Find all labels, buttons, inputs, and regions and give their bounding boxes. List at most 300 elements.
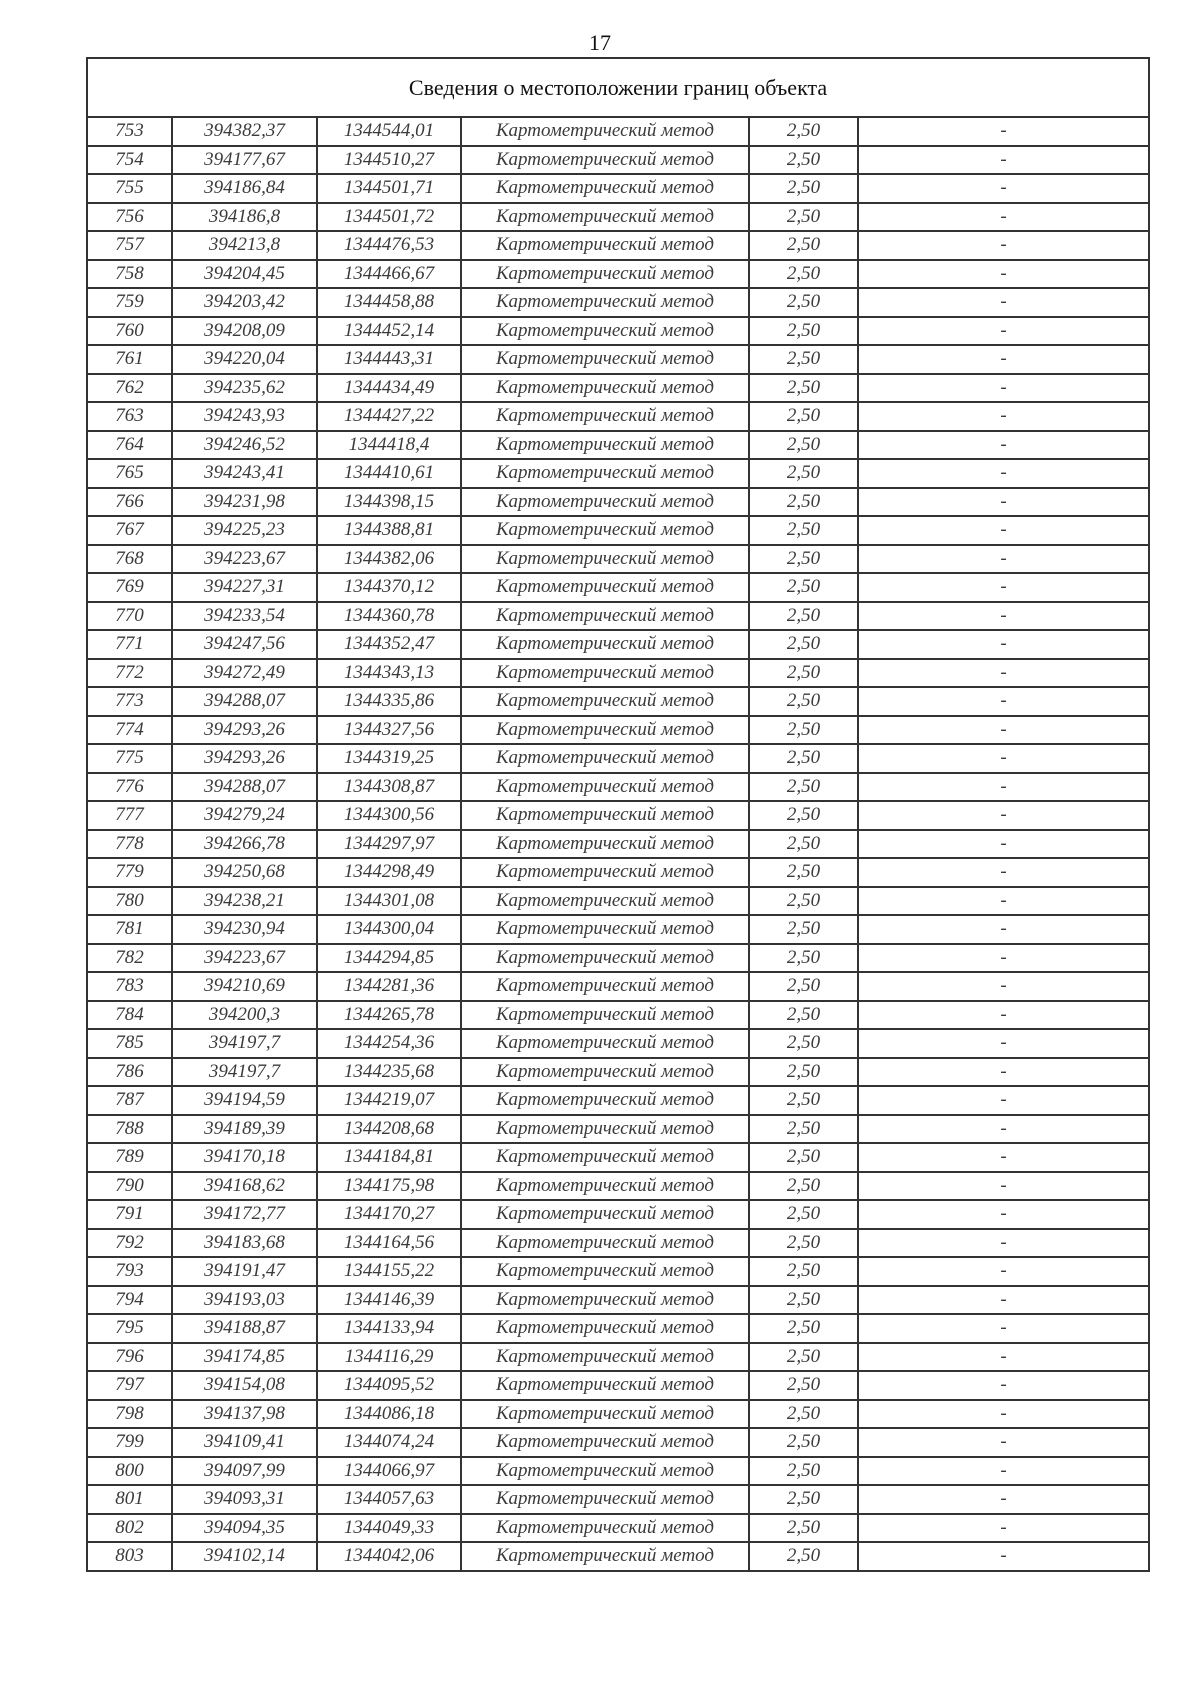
method-cell: Картометрический метод (461, 1457, 749, 1486)
description-cell: - (858, 117, 1149, 146)
x-coordinate-cell: 394223,67 (172, 944, 317, 973)
point-number-cell: 770 (87, 602, 172, 631)
accuracy-cell: 2,50 (749, 1343, 858, 1372)
x-coordinate-cell: 394168,62 (172, 1172, 317, 1201)
table-row (87, 1314, 1149, 1343)
method-cell: Картометрический метод (461, 288, 749, 317)
point-number-cell: 787 (87, 1086, 172, 1115)
y-coordinate-cell: 1344443,31 (317, 345, 461, 374)
method-cell: Картометрический метод (461, 260, 749, 289)
y-coordinate-cell: 1344319,25 (317, 744, 461, 773)
description-cell: - (858, 1286, 1149, 1315)
y-coordinate-cell: 1344327,56 (317, 716, 461, 745)
table-row (87, 972, 1149, 1001)
description-cell: - (858, 773, 1149, 802)
x-coordinate-cell: 394288,07 (172, 773, 317, 802)
point-number-cell: 774 (87, 716, 172, 745)
x-coordinate-cell: 394293,26 (172, 744, 317, 773)
y-coordinate-cell: 1344164,56 (317, 1229, 461, 1258)
accuracy-cell: 2,50 (749, 1029, 858, 1058)
method-cell: Картометрический метод (461, 1314, 749, 1343)
table-row (87, 716, 1149, 745)
method-cell: Картометрический метод (461, 203, 749, 232)
accuracy-cell: 2,50 (749, 1485, 858, 1514)
description-cell: - (858, 1229, 1149, 1258)
method-cell: Картометрический метод (461, 431, 749, 460)
method-cell: Картометрический метод (461, 687, 749, 716)
method-cell: Картометрический метод (461, 317, 749, 346)
point-number-cell: 778 (87, 830, 172, 859)
table-row (87, 317, 1149, 346)
table-title: Сведения о местоположении границ объекта (87, 58, 1149, 117)
description-cell: - (858, 545, 1149, 574)
y-coordinate-cell: 1344458,88 (317, 288, 461, 317)
y-coordinate-cell: 1344074,24 (317, 1428, 461, 1457)
point-number-cell: 800 (87, 1457, 172, 1486)
x-coordinate-cell: 394227,31 (172, 573, 317, 602)
method-cell: Картометрический метод (461, 231, 749, 260)
accuracy-cell: 2,50 (749, 801, 858, 830)
y-coordinate-cell: 1344184,81 (317, 1143, 461, 1172)
description-cell: - (858, 374, 1149, 403)
table-row (87, 1257, 1149, 1286)
description-cell: - (858, 260, 1149, 289)
y-coordinate-cell: 1344057,63 (317, 1485, 461, 1514)
y-coordinate-cell: 1344170,27 (317, 1200, 461, 1229)
x-coordinate-cell: 394238,21 (172, 887, 317, 916)
point-number-cell: 753 (87, 117, 172, 146)
x-coordinate-cell: 394197,7 (172, 1058, 317, 1087)
table-row (87, 174, 1149, 203)
table-row (87, 117, 1149, 146)
accuracy-cell: 2,50 (749, 1314, 858, 1343)
table-row (87, 1058, 1149, 1087)
accuracy-cell: 2,50 (749, 1172, 858, 1201)
x-coordinate-cell: 394230,94 (172, 915, 317, 944)
description-cell: - (858, 1485, 1149, 1514)
description-cell: - (858, 231, 1149, 260)
y-coordinate-cell: 1344343,13 (317, 659, 461, 688)
point-number-cell: 781 (87, 915, 172, 944)
table-row (87, 288, 1149, 317)
point-number-cell: 798 (87, 1400, 172, 1429)
description-cell: - (858, 915, 1149, 944)
point-number-cell: 783 (87, 972, 172, 1001)
description-cell: - (858, 1001, 1149, 1030)
description-cell: - (858, 1428, 1149, 1457)
point-number-cell: 780 (87, 887, 172, 916)
table-row (87, 1115, 1149, 1144)
x-coordinate-cell: 394194,59 (172, 1086, 317, 1115)
point-number-cell: 756 (87, 203, 172, 232)
x-coordinate-cell: 394288,07 (172, 687, 317, 716)
accuracy-cell: 2,50 (749, 231, 858, 260)
x-coordinate-cell: 394191,47 (172, 1257, 317, 1286)
accuracy-cell: 2,50 (749, 830, 858, 859)
x-coordinate-cell: 394186,84 (172, 174, 317, 203)
y-coordinate-cell: 1344510,27 (317, 146, 461, 175)
method-cell: Картометрический метод (461, 545, 749, 574)
method-cell: Картометрический метод (461, 830, 749, 859)
accuracy-cell: 2,50 (749, 1457, 858, 1486)
point-number-cell: 755 (87, 174, 172, 203)
description-cell: - (858, 174, 1149, 203)
description-cell: - (858, 402, 1149, 431)
x-coordinate-cell: 394137,98 (172, 1400, 317, 1429)
table-row (87, 545, 1149, 574)
x-coordinate-cell: 394243,93 (172, 402, 317, 431)
y-coordinate-cell: 1344360,78 (317, 602, 461, 631)
point-number-cell: 797 (87, 1371, 172, 1400)
page-number: 17 (589, 30, 611, 55)
method-cell: Картометрический метод (461, 146, 749, 175)
y-coordinate-cell: 1344086,18 (317, 1400, 461, 1429)
x-coordinate-cell: 394231,98 (172, 488, 317, 517)
accuracy-cell: 2,50 (749, 317, 858, 346)
y-coordinate-cell: 1344308,87 (317, 773, 461, 802)
accuracy-cell: 2,50 (749, 345, 858, 374)
method-cell: Картометрический метод (461, 174, 749, 203)
y-coordinate-cell: 1344066,97 (317, 1457, 461, 1486)
method-cell: Картометрический метод (461, 1143, 749, 1172)
method-cell: Картометрический метод (461, 1428, 749, 1457)
table-row (87, 915, 1149, 944)
x-coordinate-cell: 394382,37 (172, 117, 317, 146)
point-number-cell: 799 (87, 1428, 172, 1457)
accuracy-cell: 2,50 (749, 288, 858, 317)
y-coordinate-cell: 1344370,12 (317, 573, 461, 602)
method-cell: Картометрический метод (461, 459, 749, 488)
method-cell: Картометрический метод (461, 117, 749, 146)
point-number-cell: 790 (87, 1172, 172, 1201)
description-cell: - (858, 1200, 1149, 1229)
point-number-cell: 788 (87, 1115, 172, 1144)
method-cell: Картометрический метод (461, 1229, 749, 1258)
method-cell: Картометрический метод (461, 1200, 749, 1229)
point-number-cell: 758 (87, 260, 172, 289)
table-row (87, 431, 1149, 460)
point-number-cell: 785 (87, 1029, 172, 1058)
accuracy-cell: 2,50 (749, 1400, 858, 1429)
table-row (87, 260, 1149, 289)
accuracy-cell: 2,50 (749, 1229, 858, 1258)
point-number-cell: 792 (87, 1229, 172, 1258)
description-cell: - (858, 744, 1149, 773)
table-row (87, 1229, 1149, 1258)
point-number-cell: 793 (87, 1257, 172, 1286)
method-cell: Картометрический метод (461, 716, 749, 745)
method-cell: Картометрический метод (461, 1343, 749, 1372)
description-cell: - (858, 972, 1149, 1001)
x-coordinate-cell: 394174,85 (172, 1343, 317, 1372)
point-number-cell: 777 (87, 801, 172, 830)
accuracy-cell: 2,50 (749, 545, 858, 574)
accuracy-cell: 2,50 (749, 431, 858, 460)
method-cell: Картометрический метод (461, 402, 749, 431)
accuracy-cell: 2,50 (749, 1542, 858, 1571)
method-cell: Картометрический метод (461, 858, 749, 887)
description-cell: - (858, 830, 1149, 859)
x-coordinate-cell: 394233,54 (172, 602, 317, 631)
accuracy-cell: 2,50 (749, 1001, 858, 1030)
accuracy-cell: 2,50 (749, 659, 858, 688)
point-number-cell: 764 (87, 431, 172, 460)
x-coordinate-cell: 394246,52 (172, 431, 317, 460)
table-row (87, 1001, 1149, 1030)
description-cell: - (858, 801, 1149, 830)
method-cell: Картометрический метод (461, 1115, 749, 1144)
y-coordinate-cell: 1344095,52 (317, 1371, 461, 1400)
table-row (87, 1200, 1149, 1229)
table-row (87, 1143, 1149, 1172)
x-coordinate-cell: 394093,31 (172, 1485, 317, 1514)
table-row (87, 687, 1149, 716)
point-number-cell: 772 (87, 659, 172, 688)
method-cell: Картометрический метод (461, 1514, 749, 1543)
y-coordinate-cell: 1344410,61 (317, 459, 461, 488)
x-coordinate-cell: 394094,35 (172, 1514, 317, 1543)
method-cell: Картометрический метод (461, 1400, 749, 1429)
method-cell: Картометрический метод (461, 630, 749, 659)
description-cell: - (858, 716, 1149, 745)
description-cell: - (858, 573, 1149, 602)
description-cell: - (858, 1029, 1149, 1058)
y-coordinate-cell: 1344042,06 (317, 1542, 461, 1571)
y-coordinate-cell: 1344434,49 (317, 374, 461, 403)
table-row (87, 1086, 1149, 1115)
point-number-cell: 782 (87, 944, 172, 973)
table-row (87, 801, 1149, 830)
accuracy-cell: 2,50 (749, 174, 858, 203)
description-cell: - (858, 345, 1149, 374)
point-number-cell: 786 (87, 1058, 172, 1087)
table-row (87, 602, 1149, 631)
x-coordinate-cell: 394225,23 (172, 516, 317, 545)
y-coordinate-cell: 1344175,98 (317, 1172, 461, 1201)
table-row (87, 1172, 1149, 1201)
point-number-cell: 796 (87, 1343, 172, 1372)
point-number-cell: 754 (87, 146, 172, 175)
table-title-row (87, 58, 1149, 117)
y-coordinate-cell: 1344254,36 (317, 1029, 461, 1058)
table-row (87, 516, 1149, 545)
accuracy-cell: 2,50 (749, 203, 858, 232)
x-coordinate-cell: 394154,08 (172, 1371, 317, 1400)
method-cell: Картометрический метод (461, 573, 749, 602)
table-row (87, 374, 1149, 403)
description-cell: - (858, 602, 1149, 631)
accuracy-cell: 2,50 (749, 459, 858, 488)
table-row (87, 1457, 1149, 1486)
description-cell: - (858, 1143, 1149, 1172)
description-cell: - (858, 1400, 1149, 1429)
description-cell: - (858, 659, 1149, 688)
point-number-cell: 757 (87, 231, 172, 260)
x-coordinate-cell: 394172,77 (172, 1200, 317, 1229)
accuracy-cell: 2,50 (749, 1143, 858, 1172)
table-row (87, 773, 1149, 802)
accuracy-cell: 2,50 (749, 573, 858, 602)
table-row (87, 1343, 1149, 1372)
y-coordinate-cell: 1344501,72 (317, 203, 461, 232)
accuracy-cell: 2,50 (749, 1115, 858, 1144)
table-row (87, 402, 1149, 431)
description-cell: - (858, 488, 1149, 517)
y-coordinate-cell: 1344452,14 (317, 317, 461, 346)
x-coordinate-cell: 394189,39 (172, 1115, 317, 1144)
accuracy-cell: 2,50 (749, 374, 858, 403)
table-row (87, 573, 1149, 602)
x-coordinate-cell: 394208,09 (172, 317, 317, 346)
x-coordinate-cell: 394235,62 (172, 374, 317, 403)
point-number-cell: 802 (87, 1514, 172, 1543)
table-row (87, 231, 1149, 260)
description-cell: - (858, 146, 1149, 175)
description-cell: - (858, 687, 1149, 716)
point-number-cell: 776 (87, 773, 172, 802)
y-coordinate-cell: 1344294,85 (317, 944, 461, 973)
x-coordinate-cell: 394186,8 (172, 203, 317, 232)
accuracy-cell: 2,50 (749, 1514, 858, 1543)
point-number-cell: 775 (87, 744, 172, 773)
y-coordinate-cell: 1344476,53 (317, 231, 461, 260)
method-cell: Картометрический метод (461, 1371, 749, 1400)
accuracy-cell: 2,50 (749, 1200, 858, 1229)
table-body (87, 117, 1149, 1571)
y-coordinate-cell: 1344298,49 (317, 858, 461, 887)
point-number-cell: 794 (87, 1286, 172, 1315)
description-cell: - (858, 1371, 1149, 1400)
x-coordinate-cell: 394097,99 (172, 1457, 317, 1486)
point-number-cell: 801 (87, 1485, 172, 1514)
x-coordinate-cell: 394200,3 (172, 1001, 317, 1030)
y-coordinate-cell: 1344235,68 (317, 1058, 461, 1087)
method-cell: Картометрический метод (461, 1542, 749, 1571)
table-row (87, 1286, 1149, 1315)
boundary-coordinates-table (86, 57, 1150, 1572)
y-coordinate-cell: 1344208,68 (317, 1115, 461, 1144)
point-number-cell: 760 (87, 317, 172, 346)
table-row (87, 1428, 1149, 1457)
description-cell: - (858, 887, 1149, 916)
x-coordinate-cell: 394203,42 (172, 288, 317, 317)
y-coordinate-cell: 1344301,08 (317, 887, 461, 916)
x-coordinate-cell: 394272,49 (172, 659, 317, 688)
method-cell: Картометрический метод (461, 1257, 749, 1286)
table-row (87, 944, 1149, 973)
y-coordinate-cell: 1344388,81 (317, 516, 461, 545)
description-cell: - (858, 1314, 1149, 1343)
accuracy-cell: 2,50 (749, 887, 858, 916)
accuracy-cell: 2,50 (749, 602, 858, 631)
y-coordinate-cell: 1344466,67 (317, 260, 461, 289)
x-coordinate-cell: 394188,87 (172, 1314, 317, 1343)
accuracy-cell: 2,50 (749, 716, 858, 745)
y-coordinate-cell: 1344133,94 (317, 1314, 461, 1343)
x-coordinate-cell: 394266,78 (172, 830, 317, 859)
point-number-cell: 773 (87, 687, 172, 716)
table-row (87, 459, 1149, 488)
description-cell: - (858, 1058, 1149, 1087)
y-coordinate-cell: 1344398,15 (317, 488, 461, 517)
accuracy-cell: 2,50 (749, 1286, 858, 1315)
y-coordinate-cell: 1344427,22 (317, 402, 461, 431)
description-cell: - (858, 1542, 1149, 1571)
method-cell: Картометрический метод (461, 345, 749, 374)
description-cell: - (858, 858, 1149, 887)
accuracy-cell: 2,50 (749, 488, 858, 517)
method-cell: Картометрический метод (461, 887, 749, 916)
y-coordinate-cell: 1344146,39 (317, 1286, 461, 1315)
table-row (87, 1542, 1149, 1571)
method-cell: Картометрический метод (461, 659, 749, 688)
x-coordinate-cell: 394102,14 (172, 1542, 317, 1571)
accuracy-cell: 2,50 (749, 260, 858, 289)
x-coordinate-cell: 394247,56 (172, 630, 317, 659)
method-cell: Картометрический метод (461, 1286, 749, 1315)
description-cell: - (858, 1514, 1149, 1543)
y-coordinate-cell: 1344300,56 (317, 801, 461, 830)
accuracy-cell: 2,50 (749, 944, 858, 973)
x-coordinate-cell: 394109,41 (172, 1428, 317, 1457)
point-number-cell: 761 (87, 345, 172, 374)
method-cell: Картометрический метод (461, 773, 749, 802)
y-coordinate-cell: 1344155,22 (317, 1257, 461, 1286)
point-number-cell: 769 (87, 573, 172, 602)
method-cell: Картометрический метод (461, 1086, 749, 1115)
y-coordinate-cell: 1344300,04 (317, 915, 461, 944)
point-number-cell: 767 (87, 516, 172, 545)
x-coordinate-cell: 394220,04 (172, 345, 317, 374)
table-row (87, 830, 1149, 859)
method-cell: Картометрический метод (461, 1001, 749, 1030)
x-coordinate-cell: 394197,7 (172, 1029, 317, 1058)
x-coordinate-cell: 394293,26 (172, 716, 317, 745)
accuracy-cell: 2,50 (749, 516, 858, 545)
table-row (87, 1371, 1149, 1400)
y-coordinate-cell: 1344418,4 (317, 431, 461, 460)
description-cell: - (858, 459, 1149, 488)
point-number-cell: 768 (87, 545, 172, 574)
x-coordinate-cell: 394177,67 (172, 146, 317, 175)
description-cell: - (858, 630, 1149, 659)
y-coordinate-cell: 1344501,71 (317, 174, 461, 203)
y-coordinate-cell: 1344335,86 (317, 687, 461, 716)
point-number-cell: 763 (87, 402, 172, 431)
table-row (87, 630, 1149, 659)
description-cell: - (858, 1086, 1149, 1115)
y-coordinate-cell: 1344297,97 (317, 830, 461, 859)
x-coordinate-cell: 394170,18 (172, 1143, 317, 1172)
x-coordinate-cell: 394223,67 (172, 545, 317, 574)
description-cell: - (858, 944, 1149, 973)
description-cell: - (858, 1457, 1149, 1486)
x-coordinate-cell: 394183,68 (172, 1229, 317, 1258)
point-number-cell: 771 (87, 630, 172, 659)
accuracy-cell: 2,50 (749, 630, 858, 659)
method-cell: Картометрический метод (461, 602, 749, 631)
point-number-cell: 766 (87, 488, 172, 517)
x-coordinate-cell: 394243,41 (172, 459, 317, 488)
y-coordinate-cell: 1344352,47 (317, 630, 461, 659)
point-number-cell: 803 (87, 1542, 172, 1571)
description-cell: - (858, 1257, 1149, 1286)
description-cell: - (858, 1172, 1149, 1201)
table-row (87, 887, 1149, 916)
x-coordinate-cell: 394213,8 (172, 231, 317, 260)
x-coordinate-cell: 394193,03 (172, 1286, 317, 1315)
method-cell: Картометрический метод (461, 1485, 749, 1514)
